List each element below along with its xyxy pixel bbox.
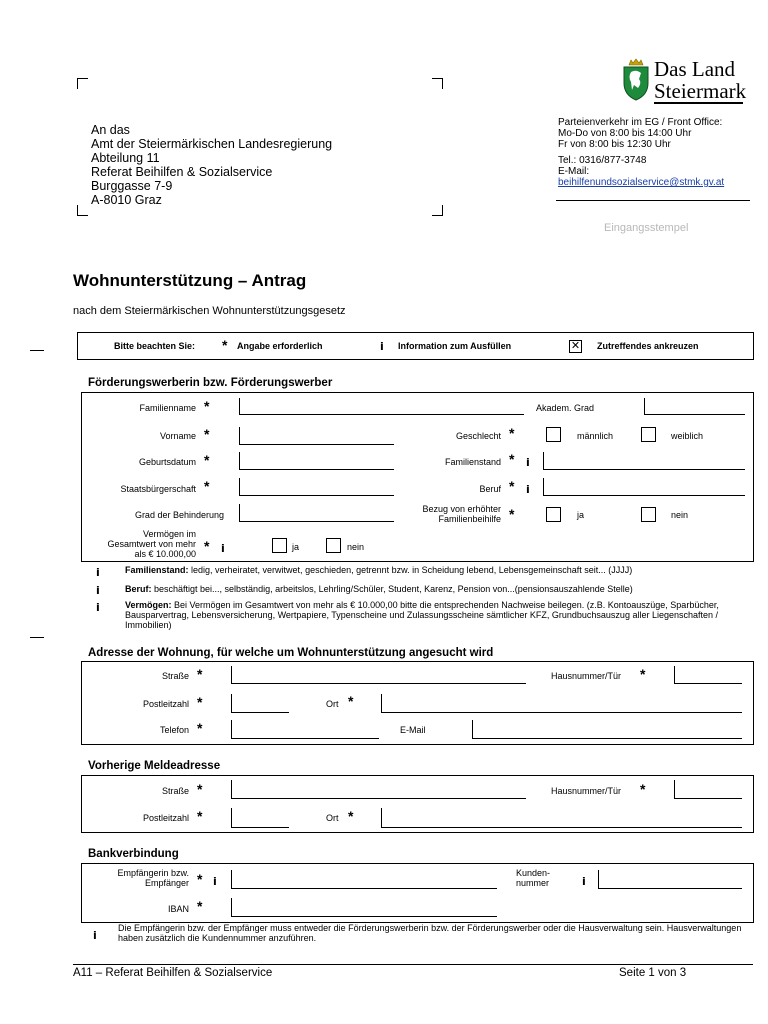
label-nein: nein (347, 542, 365, 552)
label-strasse: Straße (161, 786, 189, 796)
info-icon: i (93, 929, 97, 942)
page-subtitle: nach dem Steiermärkischen Wohnunterstützungsgesetz (73, 305, 346, 317)
required-star-icon: * (222, 337, 228, 353)
required-star-icon: * (509, 506, 515, 522)
info-icon: i (526, 483, 530, 496)
fold-mark (30, 350, 44, 351)
required-star-icon: * (204, 538, 210, 554)
required-star-icon: * (509, 425, 515, 441)
previous-postleitzahl-input[interactable] (231, 808, 289, 828)
label-ja: ja (577, 510, 585, 520)
footer-divider (73, 964, 753, 965)
corner-mark (432, 205, 443, 216)
ort-input[interactable] (381, 694, 742, 713)
info-icon: i (221, 542, 225, 555)
required-star-icon: * (204, 398, 210, 414)
footer-page-number: Seite 1 von 3 (619, 967, 687, 979)
legend-required: Angabe erforderlich (237, 341, 323, 351)
familienbeihilfe-nein-checkbox[interactable] (641, 507, 656, 522)
postleitzahl-input[interactable] (231, 694, 289, 713)
info-icon: i (96, 601, 100, 614)
intake-stamp-label: Eingangsstempel (604, 222, 689, 234)
maennlich-checkbox[interactable] (546, 427, 561, 442)
required-star-icon: * (348, 808, 354, 824)
info-icon: i (582, 875, 586, 888)
telefon-input[interactable] (231, 720, 379, 739)
label-ort: Ort (326, 813, 339, 823)
required-star-icon: * (204, 478, 210, 494)
label-hausnummer: Hausnummer/Tür (551, 671, 622, 681)
label-email: E-Mail (400, 725, 426, 735)
grad-behinderung-input[interactable] (239, 504, 394, 522)
label-vorname: Vorname (159, 431, 196, 441)
label-telefon: Telefon (159, 725, 189, 735)
akadem-grad-input[interactable] (644, 398, 745, 415)
familienname-input[interactable] (239, 398, 524, 415)
section-heading-previous: Vorherige Meldeadresse (88, 760, 221, 772)
corner-mark (77, 78, 88, 89)
label-iban: IBAN (167, 904, 189, 914)
familienbeihilfe-ja-checkbox[interactable] (546, 507, 561, 522)
vermoegen-nein-checkbox[interactable] (326, 538, 341, 553)
label-staatsbuergerschaft: Staatsbürgerschaft (120, 484, 196, 494)
required-star-icon: * (509, 478, 515, 494)
previous-hausnummer-input[interactable] (674, 780, 742, 799)
label-beruf: Beruf (479, 484, 501, 494)
note-beruf: Beruf: beschäftigt bei..., selbständig, arbeitslos, Lehrling/Schüler, Student, Karenz, Pension von...(pensionsauszahlende Stelle) (125, 584, 633, 594)
label-weiblich: weiblich (671, 431, 704, 441)
required-star-icon: * (204, 426, 210, 442)
coat-of-arms-icon (622, 57, 650, 101)
footer-left: A11 – Referat Beihilfen & Sozialservice (73, 967, 273, 979)
label-postleitzahl: Postleitzahl (142, 699, 189, 709)
corner-mark (77, 205, 88, 216)
previous-ort-input[interactable] (381, 808, 742, 828)
label-bezug: Bezug von erhöhter Familienbeihilfe (422, 504, 501, 524)
section-heading-address: Adresse der Wohnung, für welche um Wohnunterstützung angesucht wird (88, 647, 494, 659)
logo-wordmark: Das Land Steiermark (654, 57, 747, 103)
label-ort: Ort (326, 699, 339, 709)
contact-phone: Tel.: 0316/877-3748 (558, 155, 647, 166)
label-maennlich: männlich (577, 431, 614, 441)
label-ja: ja (292, 542, 300, 552)
empfaenger-input[interactable] (231, 870, 497, 889)
label-geburtsdatum: Geburtsdatum (138, 457, 196, 467)
required-star-icon: * (197, 898, 203, 914)
label-grad-behinderung: Grad der Behinderung (134, 510, 224, 520)
contact-email-label: E-Mail: (558, 166, 590, 177)
corner-mark (432, 78, 443, 89)
label-empfaenger: Empfängerin bzw. Empfänger (117, 868, 189, 888)
familienstand-input[interactable] (543, 452, 745, 470)
info-icon: i (96, 566, 100, 579)
required-star-icon: * (197, 694, 203, 710)
contact-email-link[interactable]: beihilfenundsozialservice@stmk.gv.at (558, 177, 725, 188)
required-star-icon: * (204, 452, 210, 468)
recipient-address: An das Amt der Steiermärkischen Landesregierung Abteilung 11 Referat Beihilfen & Sozialservice Burggasse 7-9 A-8010 Graz (91, 123, 333, 207)
legend-note: Bitte beachten Sie: (114, 341, 196, 351)
info-icon: i (213, 875, 217, 888)
contact-hours: Parteienverkehr im EG / Front Office: Mo-Do von 8:00 bis 14:00 Uhr Fr von 8:00 bis 12:30 Uhr (558, 117, 723, 150)
vorname-input[interactable] (239, 427, 394, 445)
required-star-icon: * (197, 808, 203, 824)
label-familienname: Familienname (139, 403, 196, 413)
required-star-icon: * (640, 666, 646, 682)
label-vermoegen: Vermögen im Gesamtwert von mehr als € 10.000,00 (107, 529, 196, 559)
previous-strasse-input[interactable] (231, 780, 526, 799)
weiblich-checkbox[interactable] (641, 427, 656, 442)
header-divider (556, 200, 750, 201)
label-akadem-grad: Akadem. Grad (536, 403, 595, 413)
label-nein: nein (671, 510, 689, 520)
label-geschlecht: Geschlecht (455, 431, 501, 441)
info-icon: i (526, 456, 530, 469)
bank-note: Die Empfängerin bzw. der Empfänger muss entweder die Förderungswerberin bzw. der Förderungswerber oder die Hausverwaltung sein. Hausverwaltungen haben zusätzlich die Kundennummer anzuführen. (118, 923, 742, 943)
required-star-icon: * (348, 693, 354, 709)
required-star-icon: * (197, 720, 203, 736)
vermoegen-ja-checkbox[interactable] (272, 538, 287, 553)
staatsbuergerschaft-input[interactable] (239, 478, 394, 496)
section-heading-applicant: Förderungswerberin bzw. Förderungswerber (88, 377, 333, 389)
geburtsdatum-input[interactable] (239, 452, 394, 470)
legend-info: Information zum Ausfüllen (398, 341, 512, 351)
label-postleitzahl: Postleitzahl (142, 813, 189, 823)
note-familienstand: Familienstand: ledig, verheiratet, verwitwet, geschieden, getrennt bzw. in Scheidung lebend, Lebensgemeinschaft seit... (JJJJ) (125, 565, 633, 575)
note-vermoegen: Vermögen: Bei Vermögen im Gesamtwert von mehr als € 10.000,00 bitte die entsprechenden Nachweise beilegen. (z.B. Kontoauszüge, Sparbücher, Bausparvertrag, Lebensversicherung, Wertpapiere, Typenscheine und Zulassungsscheine sämtlicher KFZ, Grundbuchsauszug aller Liegenschaften / Immobilien) (125, 600, 719, 630)
beruf-input[interactable] (543, 478, 745, 496)
legend-check: Zutreffendes ankreuzen (597, 341, 699, 351)
label-hausnummer: Hausnummer/Tür (551, 786, 622, 796)
section-heading-bank: Bankverbindung (88, 848, 179, 860)
hausnummer-input[interactable] (674, 666, 742, 684)
label-kundennummer: Kunden- nummer (516, 868, 551, 888)
fold-mark (30, 637, 44, 638)
info-icon: i (96, 584, 100, 597)
strasse-input[interactable] (231, 666, 526, 684)
label-strasse: Straße (161, 671, 189, 681)
required-star-icon: * (640, 781, 646, 797)
required-star-icon: * (197, 871, 203, 887)
kundennummer-input[interactable] (598, 870, 742, 889)
logo-underline (654, 102, 743, 104)
label-familienstand: Familienstand (444, 457, 501, 467)
info-icon: i (380, 340, 384, 353)
page-title: Wohnunterstützung – Antrag (73, 271, 307, 290)
required-star-icon: * (197, 666, 203, 682)
checked-box-icon: ✕ (570, 340, 581, 352)
email-input[interactable] (472, 720, 742, 739)
required-star-icon: * (509, 451, 515, 467)
iban-input[interactable] (231, 898, 497, 917)
required-star-icon: * (197, 781, 203, 797)
